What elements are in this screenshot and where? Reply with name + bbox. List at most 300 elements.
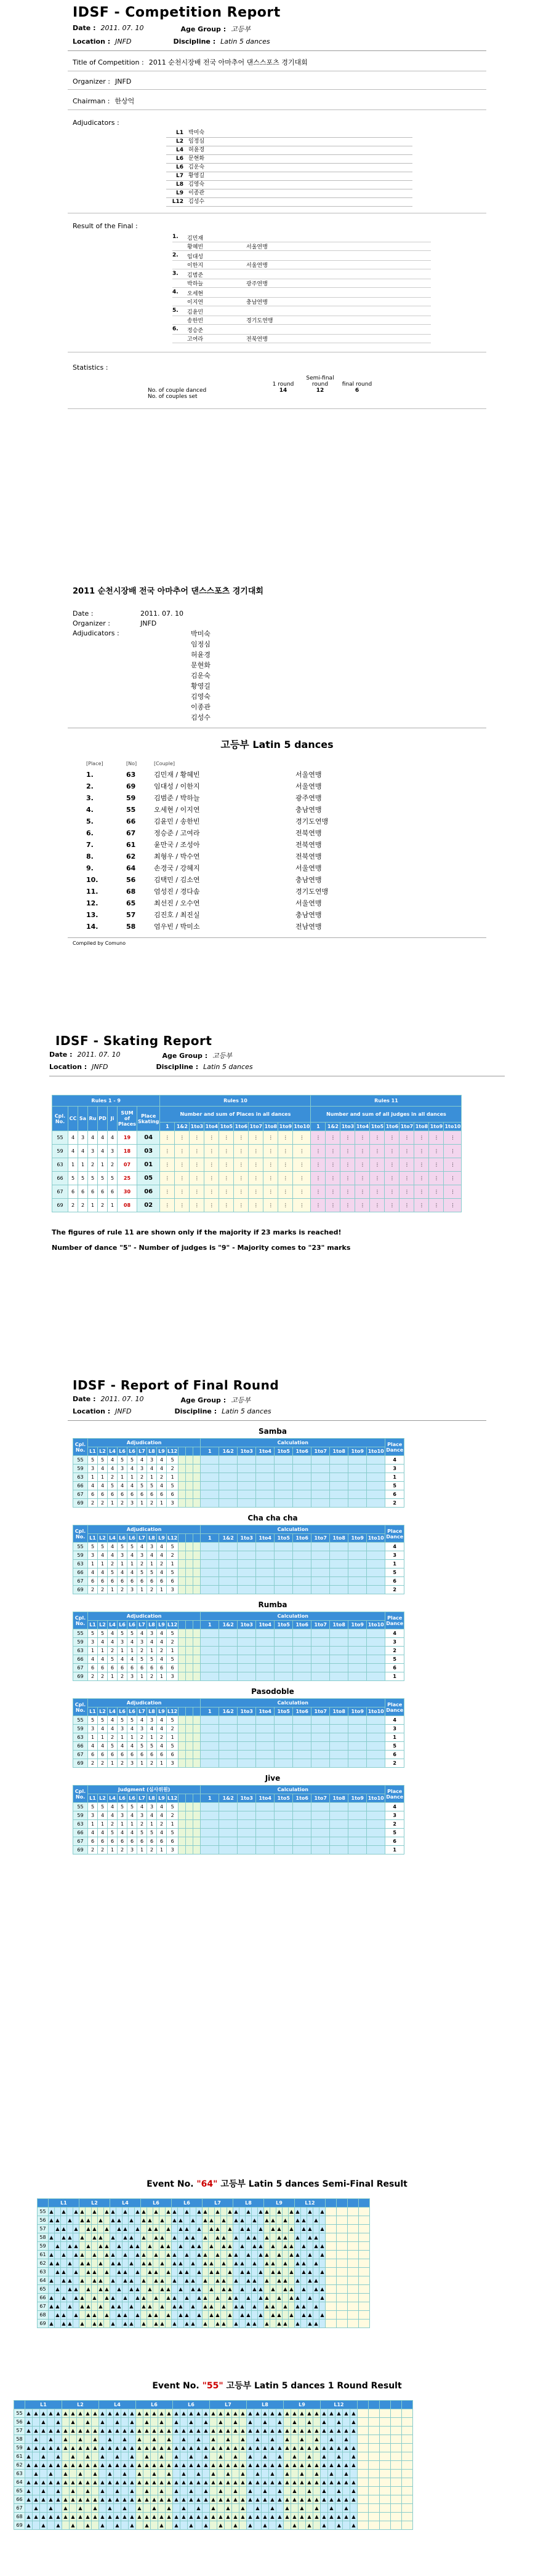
judge-mark: 1 (127, 1820, 137, 1829)
skating-dance-place: 1 (78, 1158, 88, 1172)
judge-mark: 4 (108, 1803, 118, 1811)
r1-mark: ▲ (269, 2478, 276, 2487)
calc-cell (293, 1759, 311, 1768)
semi-mark (221, 2208, 227, 2216)
r1-mark (33, 2487, 40, 2495)
r2-couple: 김범준 / 박하늘 (154, 794, 200, 802)
calc-cell (219, 1655, 238, 1664)
r1-mark: ▲ (33, 2513, 40, 2521)
calc-cell (275, 1456, 293, 1465)
semi-mark: ▲ (239, 2225, 246, 2233)
r1-mark: ▲ (84, 2452, 92, 2461)
judge-mark: 3 (167, 1846, 179, 1854)
judge-mark: 3 (147, 1543, 157, 1551)
semi-mark: ▲ (61, 2320, 67, 2328)
r1-mark: ▲ (106, 2461, 114, 2470)
r1-mark (210, 2521, 217, 2530)
r1-mark (166, 2521, 173, 2530)
calc-col-head: 1to3 (238, 1794, 256, 1803)
judge-mark: 1 (147, 1820, 157, 1829)
semi-mark: ▲ (153, 2225, 159, 2233)
r1-mark (321, 2435, 328, 2444)
r1-mark (225, 2487, 232, 2495)
semi-mark: ▲ (73, 2294, 79, 2302)
judge-mark: 1 (98, 1560, 108, 1568)
calc-cell (238, 1829, 256, 1837)
semi-mark: ▲ (289, 2311, 295, 2320)
calc-cell (330, 1456, 348, 1465)
judge-mark: 3 (118, 1725, 127, 1733)
rule10-cell: ⋮ (263, 1145, 278, 1158)
r1-mark (158, 2435, 166, 2444)
semi-mark (196, 2259, 203, 2268)
judge-mark: 2 (108, 1820, 118, 1829)
r1-mark: ▲ (335, 2513, 343, 2521)
semi-mark: ▲ (289, 2225, 295, 2233)
dance-row (73, 1716, 404, 1725)
semi-mark (116, 2208, 122, 2216)
semi-mark (203, 2311, 209, 2320)
r1-mark (40, 2470, 47, 2478)
r1-mark: ▲ (247, 2444, 254, 2452)
semi-mark: ▲ (283, 2276, 289, 2285)
r1-mark: ▲ (203, 2513, 210, 2521)
r1-mark: ▲ (25, 2478, 33, 2487)
rule11-cell: ⋮ (399, 1131, 414, 1145)
judge-col-head: L8 (147, 1534, 157, 1543)
calc-cell (275, 1482, 293, 1490)
r1-row (14, 2487, 413, 2495)
r1-mark (33, 2418, 40, 2427)
result-club: 충남연맹 (246, 300, 268, 306)
calc-cell (219, 1837, 238, 1846)
semi-mark: ▲ (61, 2225, 67, 2233)
r1-mark (136, 2521, 143, 2530)
adjudicator-name: 허윤경 (188, 147, 205, 153)
semi-row (38, 2259, 370, 2268)
r1-mark: ▲ (180, 2513, 188, 2521)
r1-mark: ▲ (232, 2452, 239, 2461)
skating-cpl: 55 (52, 1131, 68, 1145)
semi-mark: ▲ (289, 2285, 295, 2294)
calc-cell (311, 1759, 330, 1768)
rule11-cell: ⋮ (429, 1199, 444, 1212)
semi-mark: ▲ (239, 2302, 246, 2311)
calc-cell (330, 1725, 348, 1733)
skating-col-head: Ru (88, 1107, 98, 1131)
r1-mark: ▲ (40, 2444, 47, 2452)
r1-mark (106, 2452, 114, 2461)
r2-couple: 최선진 / 오수연 (154, 899, 200, 907)
semi-mark: ▲ (215, 2208, 221, 2216)
r1-mark: ▲ (284, 2427, 291, 2435)
r1-mark: ▲ (129, 2478, 136, 2487)
r1-mark (47, 2418, 55, 2427)
calc-cell (256, 1551, 275, 1560)
r1-mark: ▲ (203, 2452, 210, 2461)
r1-mark: ▲ (217, 2461, 225, 2470)
r1-mark: ▲ (92, 2470, 99, 2478)
judge-mark: 4 (157, 1551, 167, 1560)
semi-mark: ▲ (73, 2208, 79, 2216)
r2-club: 서울연맹 (295, 771, 322, 779)
r1-mark: ▲ (173, 2478, 180, 2487)
semi-mark: ▲ (122, 2276, 129, 2285)
r1-mark (350, 2470, 358, 2478)
calc-col-head: 1to7 (311, 1621, 330, 1629)
rule11-cell: ⋮ (340, 1172, 355, 1185)
r1-mark: ▲ (350, 2452, 358, 2461)
semi-mark: ▲ (209, 2302, 215, 2311)
skating-calc-head: 1 (160, 1123, 175, 1131)
dance-cpl: 66 (73, 1482, 88, 1490)
judge-mark: 5 (88, 1716, 98, 1725)
r1-mark: ▲ (276, 2452, 284, 2461)
judge-mark: 4 (157, 1725, 167, 1733)
r1-mark: ▲ (158, 2521, 166, 2530)
dance-row (73, 1465, 404, 1473)
r1-mark: ▲ (62, 2495, 70, 2504)
r1-mark: ▲ (269, 2461, 276, 2470)
semi-mark (313, 2225, 319, 2233)
calc-cell (293, 1733, 311, 1742)
r1-mark: ▲ (129, 2495, 136, 2504)
semi-mark: ▲ (295, 2302, 301, 2311)
semi-mark: ▲ (276, 2208, 283, 2216)
semi-mark: ▲ (159, 2242, 166, 2251)
semi-mark: ▲ (264, 2251, 270, 2259)
r1-mark: ▲ (284, 2478, 291, 2487)
semi-mark: ▲ (129, 2302, 135, 2311)
rule11-cell: ⋮ (429, 1131, 444, 1145)
calc-cell (256, 1456, 275, 1465)
dance-row (73, 1490, 404, 1499)
semi-mark (215, 2259, 221, 2268)
judge-mark: 3 (167, 1759, 179, 1768)
calc-cell (293, 1811, 311, 1820)
judge-mark: 5 (147, 1655, 157, 1664)
semi-mark (233, 2225, 239, 2233)
adjudicator-name: 김영숙 (188, 181, 205, 188)
semi-mark: ▲ (86, 2216, 92, 2225)
r1-mark: ▲ (239, 2478, 247, 2487)
semi-mark: ▲ (239, 2285, 246, 2294)
r1-title-post: 고등부 Latin 5 dances 1 Round Result (226, 2381, 402, 2391)
sk-age: 고등부 (212, 1052, 233, 1060)
semi-mark (104, 2259, 110, 2268)
judge-col-head: L9 (157, 1707, 167, 1716)
semi-mark (147, 2233, 153, 2242)
r1-mark: ▲ (328, 2435, 335, 2444)
semi-mark: ▲ (270, 2268, 276, 2276)
r1-mark: ▲ (203, 2461, 210, 2470)
semi-mark: ▲ (79, 2233, 86, 2242)
calc-cell (219, 1742, 238, 1751)
round1-result (0, 2379, 554, 2530)
r1-mark (180, 2418, 188, 2427)
stats-row-label: No. of couple danced (148, 388, 207, 394)
date-value: 2011. 07. 10 (100, 24, 144, 32)
judge-mark: 3 (167, 1586, 179, 1594)
semi-mark: ▲ (122, 2225, 129, 2233)
semi-mark (270, 2294, 276, 2302)
semi-mark: ▲ (270, 2311, 276, 2320)
stats-label: Statistics : (73, 364, 108, 372)
calc-cell (201, 1829, 219, 1837)
r1-mark: ▲ (328, 2504, 335, 2513)
r1-mark (136, 2418, 143, 2427)
r1-mark (335, 2435, 343, 2444)
skating-dance-place: 2 (68, 1199, 78, 1212)
semi-mark: ▲ (258, 2294, 264, 2302)
judge-mark: 6 (108, 1490, 118, 1499)
agegroup-value: 고등부 (231, 25, 251, 33)
r1-mark: ▲ (143, 2487, 151, 2495)
r1-mark: ▲ (47, 2427, 55, 2435)
r1-mark: ▲ (210, 2427, 217, 2435)
semi-mark: ▲ (116, 2311, 122, 2320)
judge-mark: 2 (147, 1759, 157, 1768)
calc-cell (311, 1482, 330, 1490)
judge-mark: 1 (147, 1473, 157, 1482)
r1-cpl: 56 (14, 2418, 25, 2427)
semi-mark (295, 2225, 301, 2233)
judge-col-head: L6 (127, 1621, 137, 1629)
semi-mark: ▲ (184, 2276, 190, 2285)
judge-mark: 4 (88, 1829, 98, 1837)
r1-mark (40, 2504, 47, 2513)
r1-mark: ▲ (195, 2513, 203, 2521)
calc-cell (256, 1586, 275, 1594)
r1-cpl: 59 (14, 2444, 25, 2452)
calc-cell (201, 1664, 219, 1672)
semi-mark: ▲ (159, 2276, 166, 2285)
r1-mark: ▲ (151, 2495, 158, 2504)
calc-cell (330, 1672, 348, 1681)
calc-cell (219, 1829, 238, 1837)
r1-mark: ▲ (180, 2444, 188, 2452)
semi-mark: ▲ (55, 2285, 61, 2294)
r1-mark: ▲ (299, 2470, 306, 2478)
skating-dance-place: 1 (98, 1158, 108, 1172)
dance-cpl: 66 (73, 1742, 88, 1751)
calc-cell (330, 1751, 348, 1759)
semi-mark: ▲ (92, 2311, 98, 2320)
judge-mark: 5 (147, 1742, 157, 1751)
calc-cell (311, 1473, 330, 1482)
r1-mark: ▲ (151, 2427, 158, 2435)
r1-mark: ▲ (350, 2461, 358, 2470)
calc-cell (330, 1577, 348, 1586)
r1-mark (313, 2521, 321, 2530)
r2-couple: 김택민 / 김소연 (154, 876, 200, 884)
result-partner: 박하늘 (187, 281, 204, 287)
r1-mark: ▲ (195, 2435, 203, 2444)
judge-mark: 5 (108, 1742, 118, 1751)
r1-mark: ▲ (99, 2513, 106, 2521)
calc-cell (219, 1543, 238, 1551)
semi-mark (209, 2208, 215, 2216)
r1-mark (47, 2487, 55, 2495)
semi-mark: ▲ (86, 2311, 92, 2320)
r1-mark: ▲ (299, 2478, 306, 2487)
calc-cell (201, 1586, 219, 1594)
r1-mark (203, 2504, 210, 2513)
dance-cpl: 63 (73, 1647, 88, 1655)
r1-mark: ▲ (92, 2409, 99, 2418)
r1-mark: ▲ (166, 2470, 173, 2478)
calc-cell (275, 1490, 293, 1499)
r1-mark: ▲ (232, 2461, 239, 2470)
judge-mark: 1 (167, 1647, 179, 1655)
rule11-cell: ⋮ (355, 1131, 370, 1145)
semi-mark: ▲ (135, 2225, 141, 2233)
judge-mark: 6 (88, 1751, 98, 1759)
semi-mark: ▲ (172, 2320, 178, 2328)
r1-mark (335, 2504, 343, 2513)
semi-event-no: "64" (196, 2179, 218, 2189)
semi-mark: ▲ (98, 2285, 104, 2294)
semi-mark: ▲ (135, 2311, 141, 2320)
r1-mark: ▲ (92, 2495, 99, 2504)
r1-mark: ▲ (343, 2461, 350, 2470)
judge-mark: 2 (167, 1811, 179, 1820)
calc-cell (238, 1742, 256, 1751)
semi-mark: ▲ (313, 2285, 319, 2294)
judge-mark: 2 (118, 1846, 127, 1854)
r1-mark: ▲ (276, 2461, 284, 2470)
r1-row (14, 2461, 413, 2470)
r1-mark: ▲ (276, 2521, 284, 2530)
semi-cpl: 57 (38, 2225, 49, 2233)
semi-mark (67, 2251, 73, 2259)
dance-cpl: 66 (73, 1829, 88, 1837)
calc-cell (348, 1638, 367, 1647)
judge-mark: 2 (88, 1672, 98, 1681)
r1-mark (350, 2504, 358, 2513)
r2-club: 전북연맹 (295, 829, 322, 837)
r1-mark (114, 2435, 121, 2444)
calc-cell (348, 1829, 367, 1837)
semi-mark (221, 2311, 227, 2320)
r1-mark (188, 2435, 195, 2444)
r1-cpl: 66 (14, 2495, 25, 2504)
semi-mark (190, 2294, 196, 2302)
semi-mark (116, 2294, 122, 2302)
semi-mark (178, 2320, 184, 2328)
r2-rank-row (86, 886, 554, 897)
semi-mark: ▲ (159, 2233, 166, 2242)
r2-no: 63 (126, 771, 136, 779)
judge-mark: 4 (98, 1742, 108, 1751)
semi-mark (252, 2208, 258, 2216)
adjudicator-row (166, 164, 412, 172)
dance-cpl: 59 (73, 1551, 88, 1560)
judge-mark: 1 (88, 1473, 98, 1482)
rule11-cell: ⋮ (326, 1145, 340, 1158)
r1-mark: ▲ (284, 2513, 291, 2521)
r1-mark: ▲ (254, 2409, 262, 2418)
semi-judge-head: L6 (172, 2199, 203, 2208)
rule11-cell: ⋮ (444, 1158, 462, 1172)
calc-cell (367, 1664, 385, 1672)
calc-col-head: 1to3 (238, 1447, 256, 1456)
stats-col-head: Semi-final round (306, 375, 334, 388)
result-partner: 황혜빈 (187, 244, 204, 250)
semi-mark: ▲ (129, 2259, 135, 2268)
skating-dance-place: 3 (108, 1145, 118, 1158)
judge-mark: 4 (88, 1742, 98, 1751)
semi-mark: ▲ (276, 2294, 283, 2302)
calc-cell (256, 1543, 275, 1551)
calc-cell (219, 1647, 238, 1655)
r1-mark: ▲ (299, 2409, 306, 2418)
semi-mark (221, 2294, 227, 2302)
judge-mark: 5 (127, 1716, 137, 1725)
skating-sum: 08 (118, 1199, 137, 1212)
semi-mark (190, 2208, 196, 2216)
calc-cell (367, 1733, 385, 1742)
calc-cell (367, 1499, 385, 1508)
r1-mark: ▲ (284, 2495, 291, 2504)
calc-cell (275, 1586, 293, 1594)
semi-mark: ▲ (153, 2276, 159, 2285)
r1-mark: ▲ (47, 2461, 55, 2470)
r1-mark: ▲ (343, 2478, 350, 2487)
judge-mark: 5 (137, 1742, 147, 1751)
semi-mark: ▲ (178, 2225, 184, 2233)
semi-mark: ▲ (307, 2208, 313, 2216)
calc-cell (311, 1465, 330, 1473)
judge-mark: 5 (167, 1803, 179, 1811)
semi-mark: ▲ (49, 2259, 55, 2268)
r1-mark: ▲ (276, 2487, 284, 2495)
dance-place: 1 (385, 1846, 404, 1854)
semi-mark (258, 2302, 264, 2311)
semi-mark: ▲ (67, 2259, 73, 2268)
dance-place: 2 (385, 1759, 404, 1768)
judge-mark: 6 (127, 1577, 137, 1586)
adjudicator-code: L6 (176, 156, 183, 162)
rule11-cell: ⋮ (444, 1185, 462, 1199)
skating-calc-head: 1to10 (444, 1123, 462, 1131)
r1-mark: ▲ (262, 2521, 269, 2530)
calc-cell (201, 1742, 219, 1751)
toc-label: Title of Competition : (73, 58, 144, 66)
rule10-cell: ⋮ (219, 1145, 234, 1158)
semi-mark (55, 2320, 61, 2328)
rule11-cell: ⋮ (326, 1158, 340, 1172)
semi-mark: ▲ (67, 2216, 73, 2225)
r1-mark: ▲ (247, 2487, 254, 2495)
r1-mark: ▲ (84, 2487, 92, 2495)
judge-mark: 3 (127, 1759, 137, 1768)
judge-mark: 5 (98, 1803, 108, 1811)
skating-dance-place: 2 (88, 1158, 98, 1172)
semi-mark: ▲ (104, 2268, 110, 2276)
r2-couple: 윤만국 / 조성아 (154, 841, 200, 849)
judge-mark: 3 (118, 1551, 127, 1560)
r1-mark: ▲ (25, 2487, 33, 2495)
semi-mark (135, 2302, 141, 2311)
calc-cell (311, 1751, 330, 1759)
calc-cell (219, 1560, 238, 1568)
semi-row (38, 2208, 370, 2216)
semi-mark: ▲ (147, 2311, 153, 2320)
semi-mark: ▲ (122, 2294, 129, 2302)
semi-mark: ▲ (104, 2285, 110, 2294)
r1-mark (121, 2452, 129, 2461)
